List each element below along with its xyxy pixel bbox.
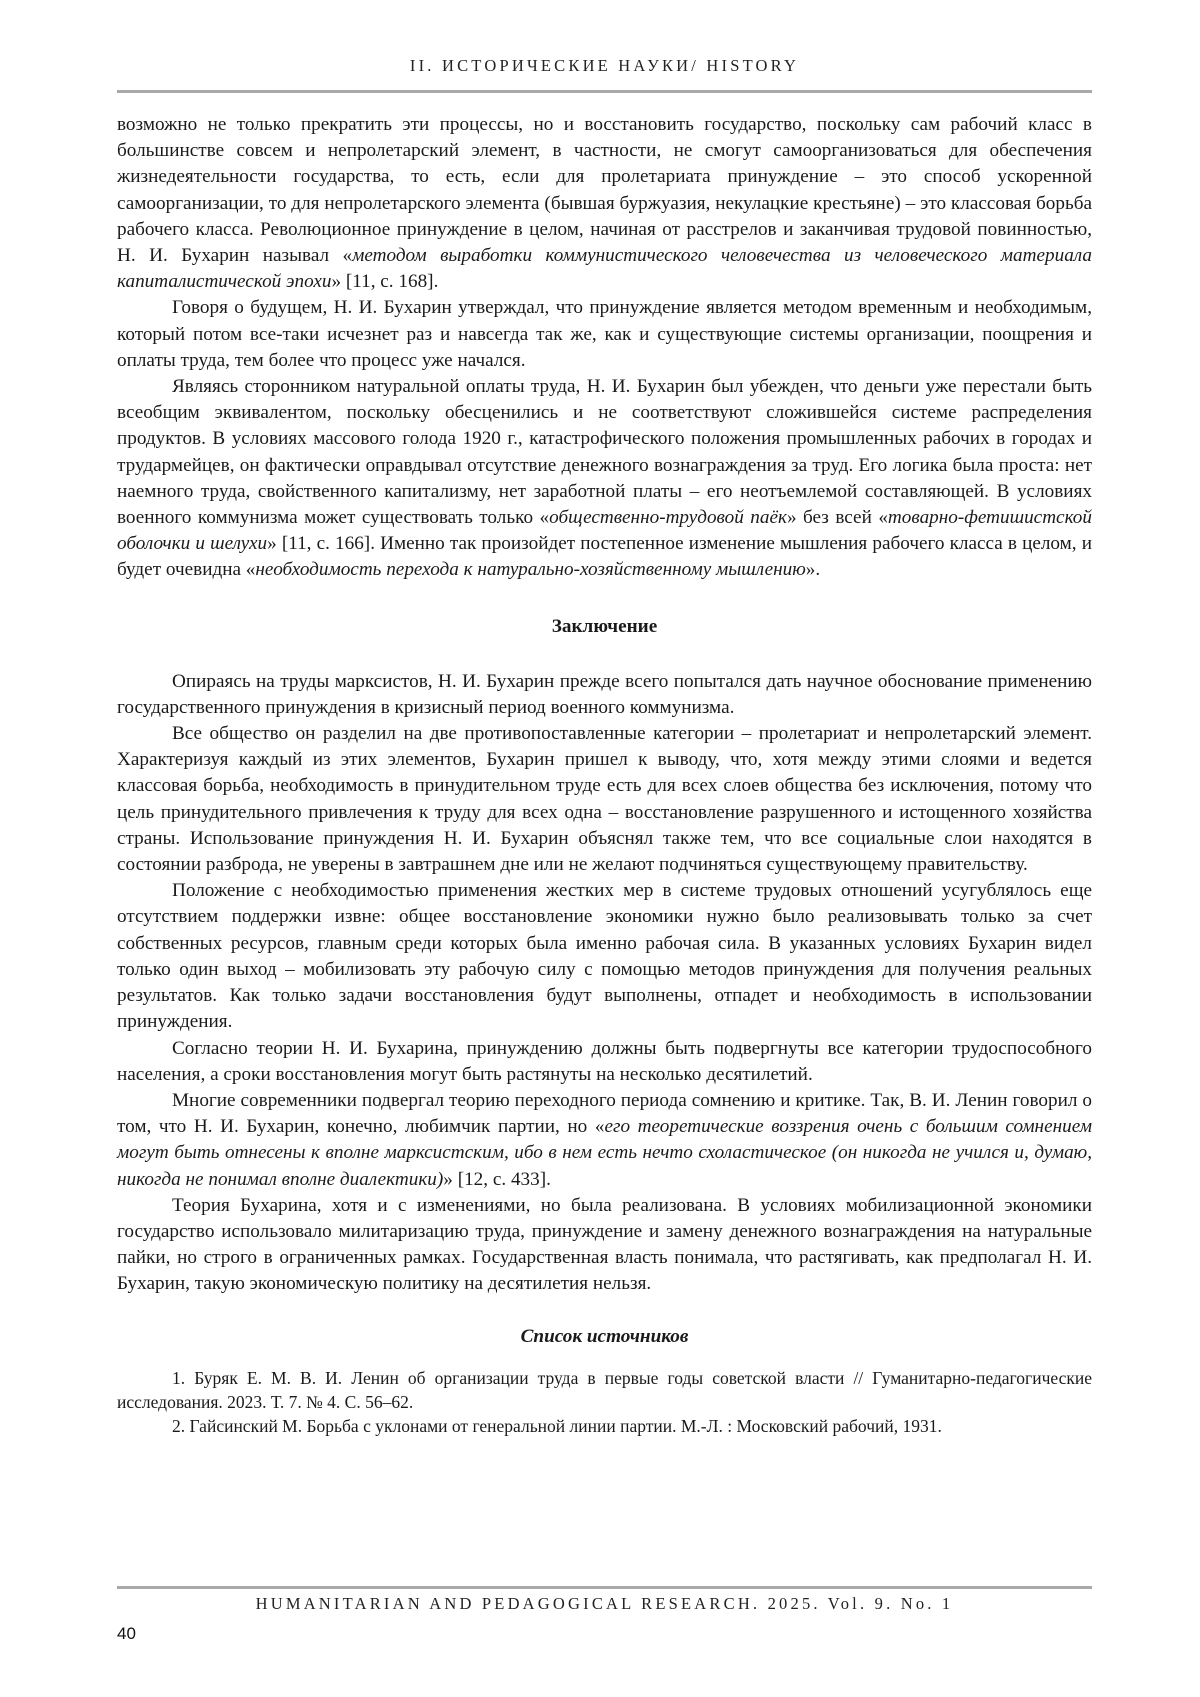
italic-quote: методом выработки коммунистического человечества из человеческого материала капиталистической эпохи [117,245,1092,293]
page-number: 40 [117,1624,136,1643]
running-footer: HUMANITARIAN AND PEDAGOGICAL RESEARCH. 2025. Vol. 9. No. 1 [255,1594,954,1613]
text-run: Теория Бухарина, хотя и с изменениями, но была реализована. В условиях мобилизационной экономики государство использовало милитаризацию труда, принуждение и замену денежного вознаграждения на натуральные пайки, но строго в ограниченных рамках. Государственная власть понимала, что растягивать, как предполагал Н. И. Бухарин, такую экономическую политику на десятилетия нельзя. [117,1194,1092,1295]
text-run: » [11, с. 168]. [331,271,439,293]
italic-quote: товарно-фетишистской оболочки и шелухи [117,507,1092,555]
text-run: Говоря о будущем, Н. И. Бухарин утверждал, что принуждение является методом временным и необходимым, который потом все-таки исчезнет раз и навсегда так же, как и существующие системы организации, поощрения и оплаты труда, тем более что процесс уже начался. [117,297,1092,371]
reference-item: 2. Гайсинский М. Борьба с уклонами от генеральной линии партии. М.-Л. : Московский рабочий, 1931. [172,1415,942,1436]
text-run: Опираясь на труды марксистов, Н. И. Бухарин прежде всего попытался дать научное обоснование применению государственного принуждения в кризисный период военного коммунизма. [117,670,1092,718]
footer-rule [117,1586,1092,1589]
section-heading-conclusion: Заключение [551,615,658,637]
reference-item: 1. Буряк Е. М. В. И. Ленин об организации труда в первые годы советской власти // Гуманитарно-педагогические исследования. 2023. Т. 7. № 4. С. 56–62. [117,1367,1092,1412]
text-run: Все общество он разделил на две противопоставленные категории – пролетариат и непролетарский элемент. Характеризуя каждый из этих элементов, Бухарин пришел к выводу, что, хотя между этими слоями и ведется классовая борьба, необходимость в принудительном труде есть для всех слоев общества без исключения, потому что цель принудительного привлечения к труду для всех одна – восстановление разрушенного и истощенного хозяйства страны. Использование принуждения Н. И. Бухарин объяснял также тем, что все социальные слои находятся в состоянии разброда, не уверены в завтрашнем дне или не желают подчиняться существующему правительству. [117,723,1092,876]
text-run: » [12, с. 433]. [443,1168,551,1190]
text-run: » [11, с. 166]. Именно так произойдет постепенное изменение мышления рабочего класса в целом, и будет очевидна « [117,533,1092,581]
text-run: ». [805,559,821,581]
paragraph [117,1036,1092,1088]
body-paragraphs [117,112,1092,584]
references-heading: Список источников [520,1325,689,1347]
article-body [117,112,1092,1438]
paragraph [117,721,1092,878]
text-run: » без всей « [786,507,888,529]
text-run: Положение с необходимостью применения жестких мер в системе трудовых отношений усугублялось еще отсутствием поддержки извне: общее восстановление экономики нужно было реализовывать только за счет собственных ресурсов, главным среди которых была именно рабочая сила. В указанных условиях Бухарин видел только один выход – мобилизовать эту рабочую силу с помощью методов принуждения для получения реальных результатов. Как только задачи восстановления будут выполнены, отпадет и необходимость в использовании принуждения. [117,880,1092,1033]
paragraph [117,1088,1092,1193]
paragraph [117,669,1092,721]
text-run: Многие современники подвергал теорию переходного периода сомнению и критике. Так, В. И. Ленин говорил о том, что Н. И. Бухарин, конечно, любимчик партии, но « [117,1089,1092,1138]
text-run: Являясь сторонником натуральной оплаты труда, Н. И. Бухарин был убежден, что деньги уже перестали быть всеобщим эквивалентом, поскольку обесценились и не соответствуют сложившейся системе распределения продуктов. В условиях массового голода 1920 г., катастрофического положения промышленных рабочих в городах и трудармейцев, он фактически оправдывал отсутствие денежного вознаграждения за труд. Его логика была проста: нет наемного труда, свойственного капитализму, нет заработной платы – его неотъемлемой составляющей. В условиях военного коммунизма может существовать только « [117,376,1092,529]
paragraph [117,1193,1092,1298]
references-list [117,1366,1092,1438]
conclusion-paragraphs [117,669,1092,1298]
italic-quote: его теоретические воззрения очень с большим сомнением могут быть отнесены к вполне марксистским, ибо в нем есть нечто схоластическое (он никогда не учился и, думаю, никогда не понимал вполне диалектики) [117,1116,1092,1190]
paragraph [117,295,1092,374]
header-rule [117,90,1092,93]
paragraph [117,878,1092,1035]
italic-quote: необходимость перехода к натурально-хозяйственному мышлению [255,559,806,581]
paragraph [117,374,1092,584]
paragraph [117,112,1092,295]
text-run: возможно не только прекратить эти процессы, но и восстановить государство, поскольку сам рабочий класс в большинстве совсем и непролетарский элемент, в частности, не смогут самоорганизоваться для обеспечения жизнедеятельности государства, то есть, если для пролетариата принуждение – это способ ускоренной самоорганизации, то для непролетарского элемента (бывшая буржуазия, некулацкие крестьяне) – это классовая борьба рабочего класса. Революционное принуждение в целом, начиная от расстрелов и заканчивая трудовой повинностью, Н. И. Бухарин называл « [117,114,1092,267]
text-run: Согласно теории Н. И. Бухарина, принуждению должны быть подвергнуты все категории трудоспособного населения, а сроки восстановления могут быть растянуты на несколько десятилетий. [117,1037,1092,1085]
italic-quote: общественно-трудовой паёк [549,507,787,529]
running-header: II. ИСТОРИЧЕСКИЕ НАУКИ/ HISTORY [409,56,800,75]
